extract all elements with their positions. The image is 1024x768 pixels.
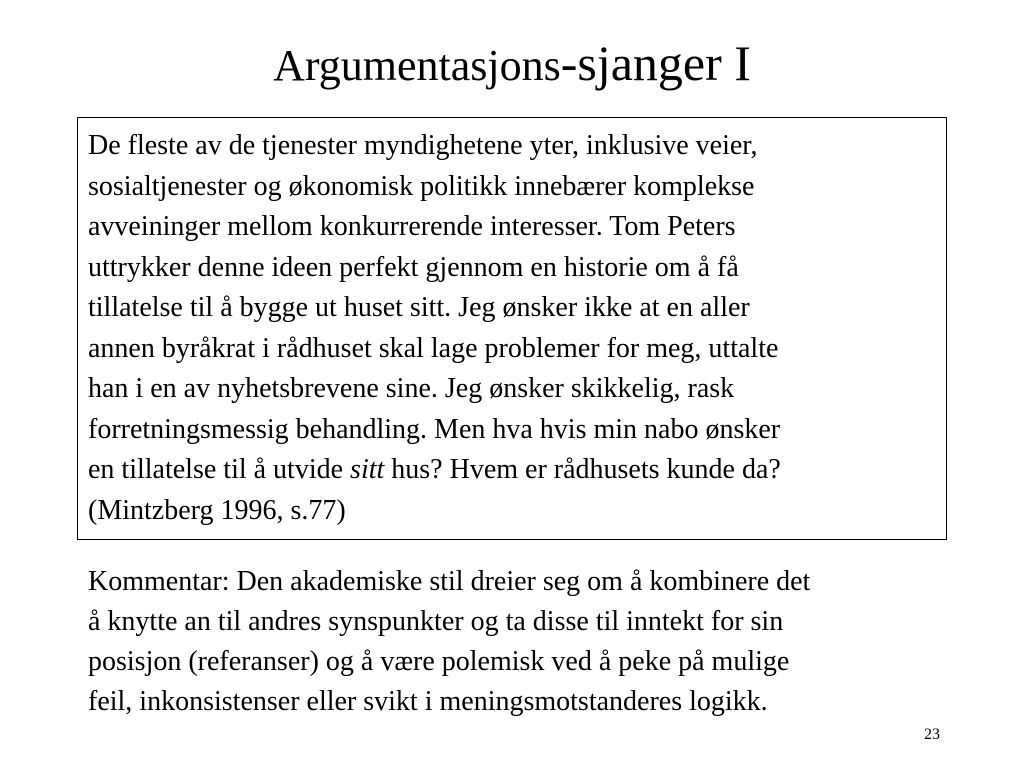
page-number: 23 (924, 726, 940, 743)
comment-text (88, 562, 988, 722)
quote-emphasis: sitt (350, 454, 385, 485)
quote-line: forretningsmessig behandling. Men hva hvis min nabo ønsker (88, 413, 781, 445)
slide-title-part1: Argumentasjons (273, 41, 561, 90)
quote-line-start: en tillatelse til å utvide (88, 454, 351, 485)
comment-line: Kommentar: Den akademiske stil dreier seg om å kombinere det (88, 566, 811, 597)
quote-line: tillatelse til å bygge ut huset sitt. Jeg ønsker ikke at en aller (88, 292, 750, 323)
comment-line: posisjon (referanser) og å være polemisk ved å peke på mulige (88, 646, 790, 677)
quote-line: avveininger mellom konkurrerende interesser. Tom Peters (88, 211, 736, 242)
quote-line: han i en av nyhetsbrevene sine. Jeg ønsker skikkelig, rask (88, 373, 735, 404)
comment-line: å knytte an til andres synspunkter og ta disse til inntekt for sin (88, 606, 784, 637)
quote-text (88, 126, 938, 531)
quote-box (77, 117, 947, 540)
quote-line: uttrykker denne ideen perfekt gjennom en historie om å få (88, 251, 739, 283)
slide-title-part2: -sjanger I (560, 35, 751, 91)
quote-line: annen byråkrat i rådhuset skal lage problemer for meg, uttalte (88, 332, 779, 364)
quote-line (88, 454, 781, 485)
comment-line: feil, inkonsistenser eller svikt i meningsmotstanderes logikk. (88, 686, 768, 717)
quote-citation: (Mintzberg 1996, s.77) (88, 494, 346, 526)
quote-line-end: hus? Hvem er rådhusets kunde da? (384, 454, 781, 485)
quote-line: De fleste av de tjenester myndighetene yter, inklusive veier, (88, 130, 758, 161)
quote-line: sosialtjenester og økonomisk politikk innebærer komplekse (88, 170, 755, 202)
slide-title (0, 35, 1024, 91)
